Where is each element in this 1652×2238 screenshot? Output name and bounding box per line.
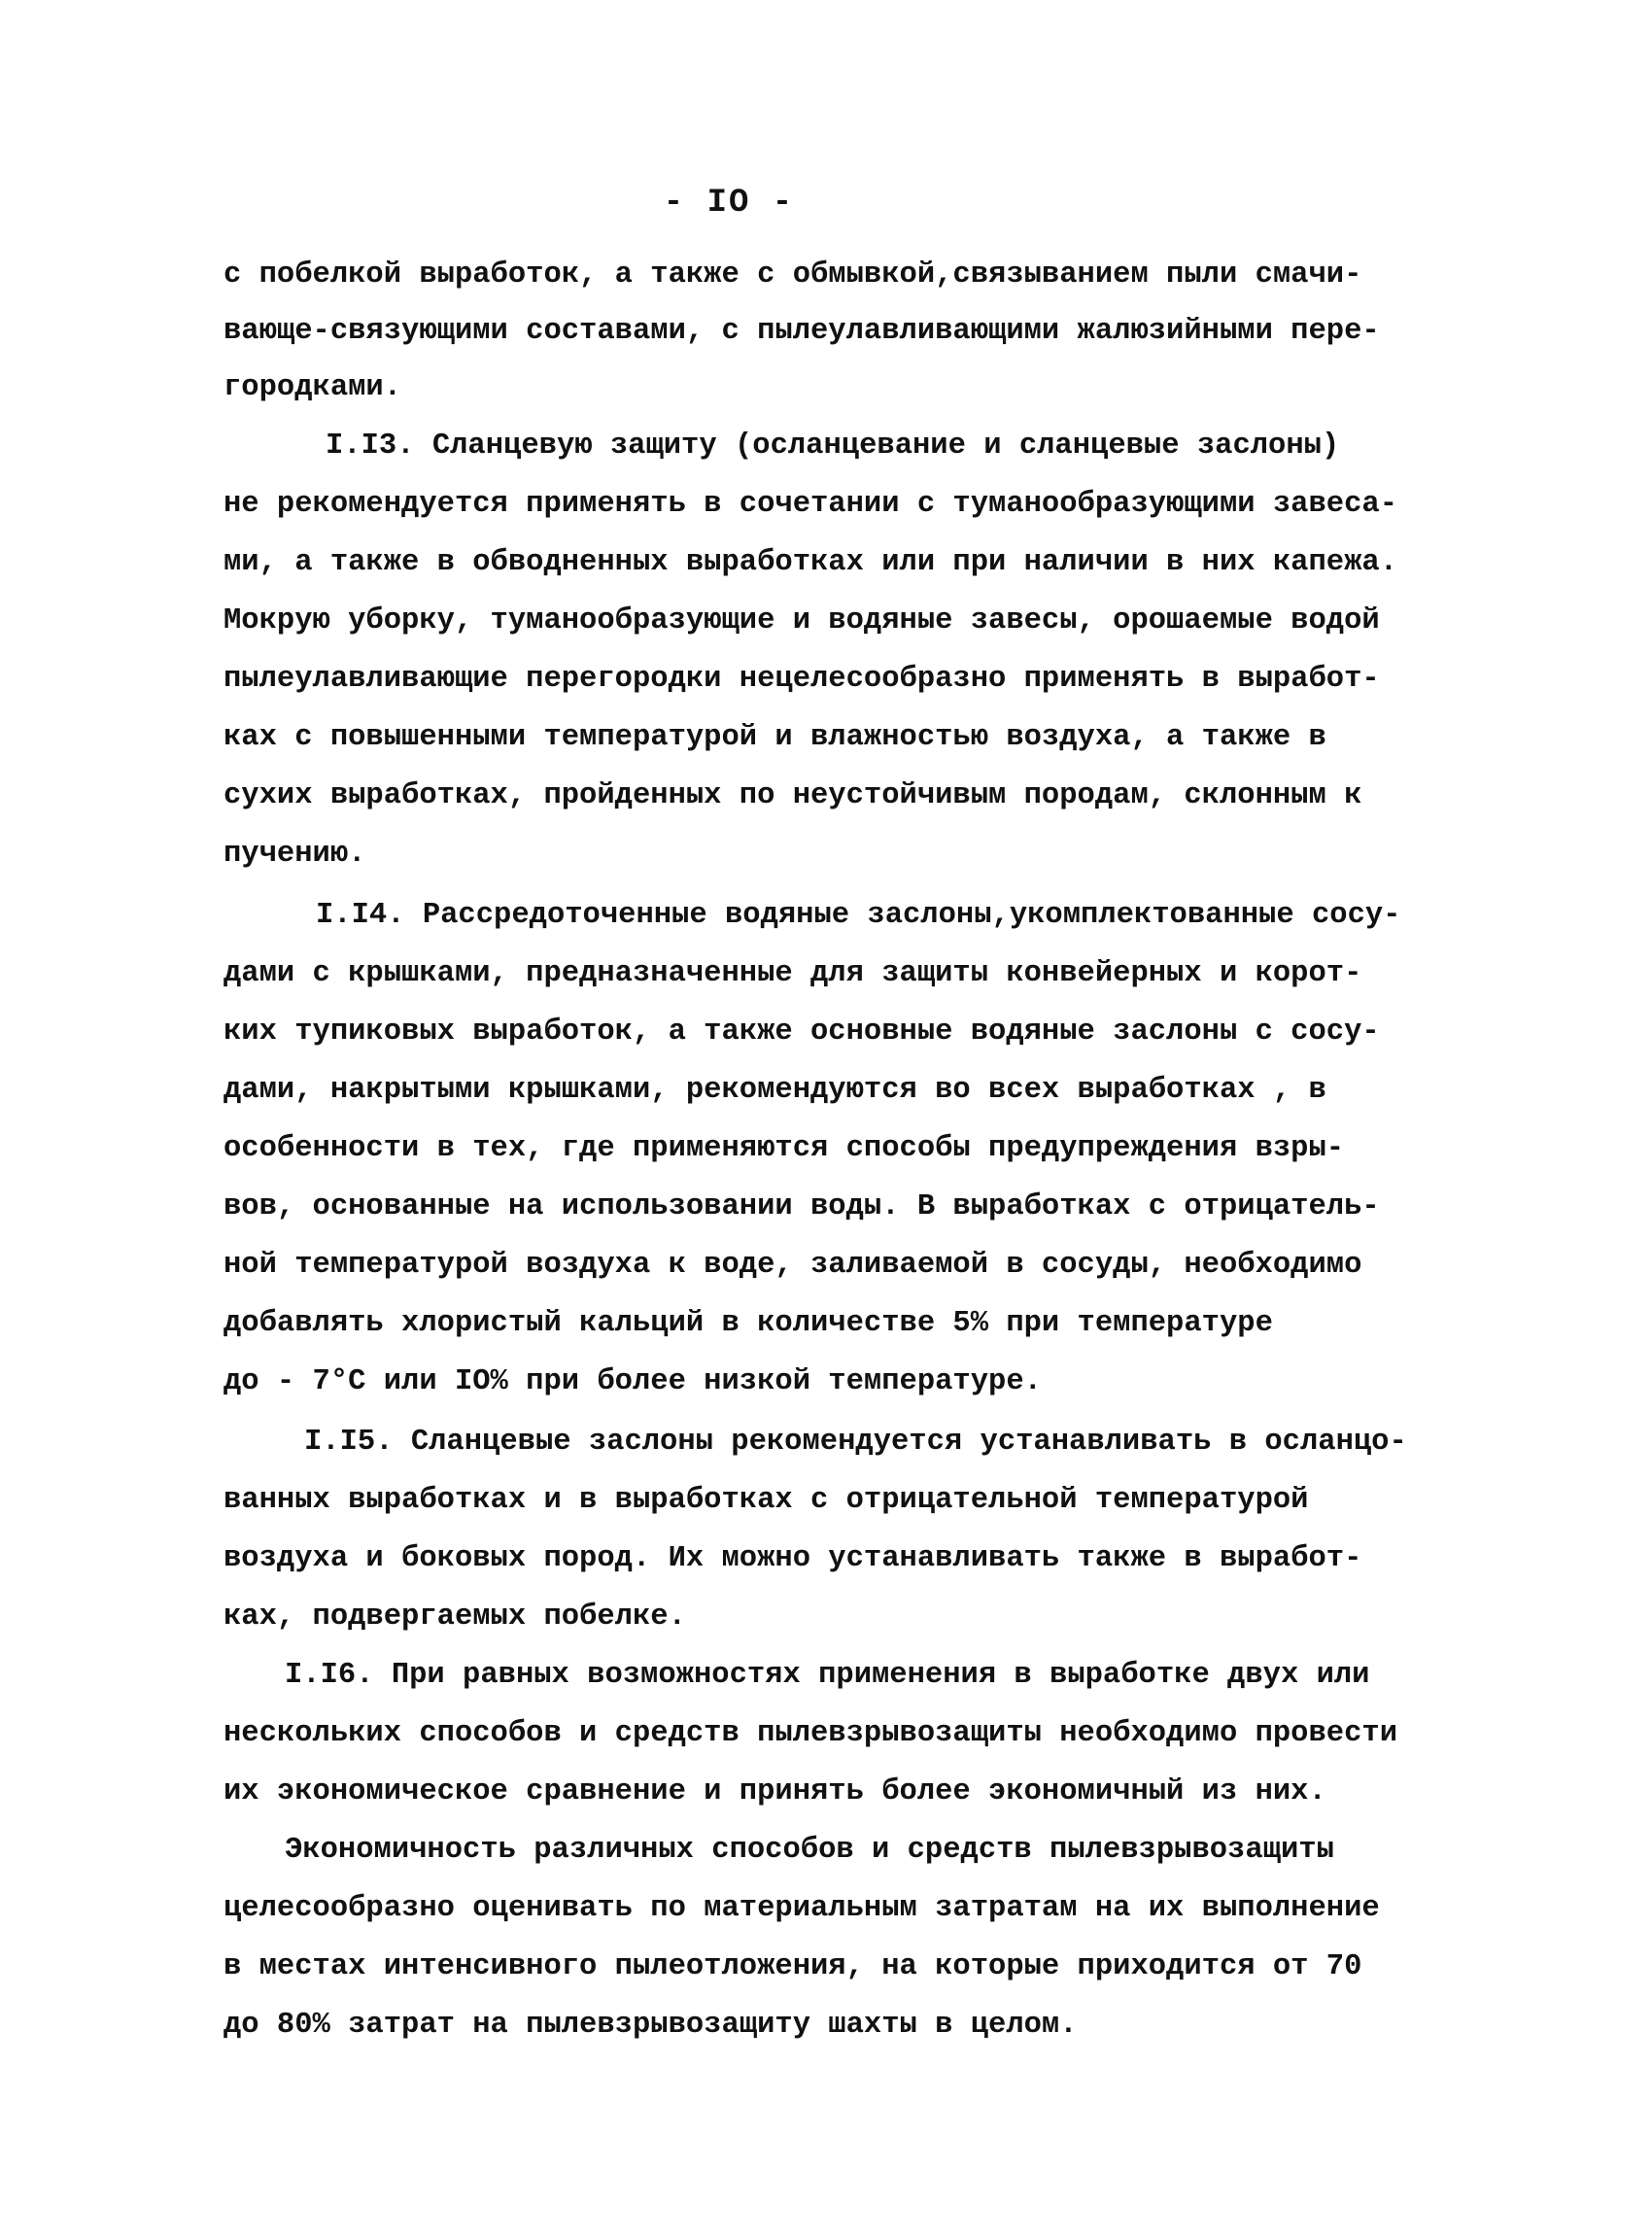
- text-line: дами, накрытыми крышками, рекомендуются во всех выработках , в: [224, 1074, 1326, 1107]
- text-line: пучению.: [224, 838, 366, 871]
- text-line: целесообразно оценивать по материальным затратам на их выполнение: [224, 1892, 1380, 1925]
- text-line: не рекомендуется применять в сочетании с туманообразующими завеса-: [224, 488, 1397, 521]
- text-line: с побелкой выработок, а также с обмывкой,связыванием пыли смачи-: [224, 258, 1362, 292]
- text-line: нескольких способов и средств пылевзрывозащиты необходимо провести: [224, 1717, 1397, 1750]
- text-line: пылеулавливающие перегородки нецелесообразно применять в выработ-: [224, 663, 1380, 696]
- text-line: ной температурой воздуха к воде, заливаемой в сосуды, необходимо: [224, 1249, 1362, 1282]
- text-line: сухих выработках, пройденных по неустойчивым породам, склонным к: [224, 779, 1362, 812]
- text-line: ках с повышенными температурой и влажностью воздуха, а также в: [224, 721, 1326, 754]
- text-line: ми, а также в обводненных выработках или при наличии в них капежа.: [224, 546, 1397, 579]
- text-line: их экономическое сравнение и принять более экономичный из них.: [224, 1775, 1326, 1808]
- text-line: ванных выработках и в выработках с отрицательной температурой: [224, 1484, 1309, 1517]
- text-line: I.I3. Сланцевую защиту (осланцевание и сланцевые заслоны): [326, 430, 1340, 463]
- text-line: ких тупиковых выработок, а также основные водяные заслоны с сосу-: [224, 1016, 1380, 1049]
- text-line: I.I5. Сланцевые заслоны рекомендуется устанавливать в осланцо-: [304, 1426, 1407, 1459]
- text-line: ках, подвергаемых побелке.: [224, 1601, 686, 1634]
- text-line: вов, основанные на использовании воды. В выработках с отрицатель-: [224, 1190, 1380, 1223]
- text-line: городками.: [224, 371, 402, 404]
- text-line: до 80% затрат на пылевзрывозащиту шахты в целом.: [224, 2009, 1078, 2042]
- text-line: в местах интенсивного пылеотложения, на которые приходится от 70: [224, 1950, 1362, 1983]
- text-line: до - 7°С или IO% при более низкой температуре.: [224, 1365, 1042, 1398]
- text-line: Мокрую уборку, туманообразующие и водяные завесы, орошаемые водой: [224, 604, 1380, 637]
- text-line: I.I4. Рассредоточенные водяные заслоны,укомплектованные сосу-: [316, 899, 1401, 932]
- text-line: добавлять хлористый кальций в количестве 5% при температуре: [224, 1307, 1273, 1340]
- text-line: I.I6. При равных возможностях применения в выработке двух или: [285, 1659, 1370, 1692]
- text-line: особенности в тех, где применяются способы предупреждения взры-: [224, 1132, 1345, 1165]
- text-line: Экономичность различных способов и средств пылевзрывозащиты: [285, 1834, 1334, 1867]
- text-line: вающе-связующими составами, с пылеулавливающими жалюзийными пере-: [224, 315, 1380, 348]
- text-line: воздуха и боковых пород. Их можно устанавливать также в выработ-: [224, 1542, 1362, 1575]
- page-number: - IO -: [663, 185, 795, 222]
- text-line: дами с крышками, предназначенные для защиты конвейерных и корот-: [224, 957, 1362, 990]
